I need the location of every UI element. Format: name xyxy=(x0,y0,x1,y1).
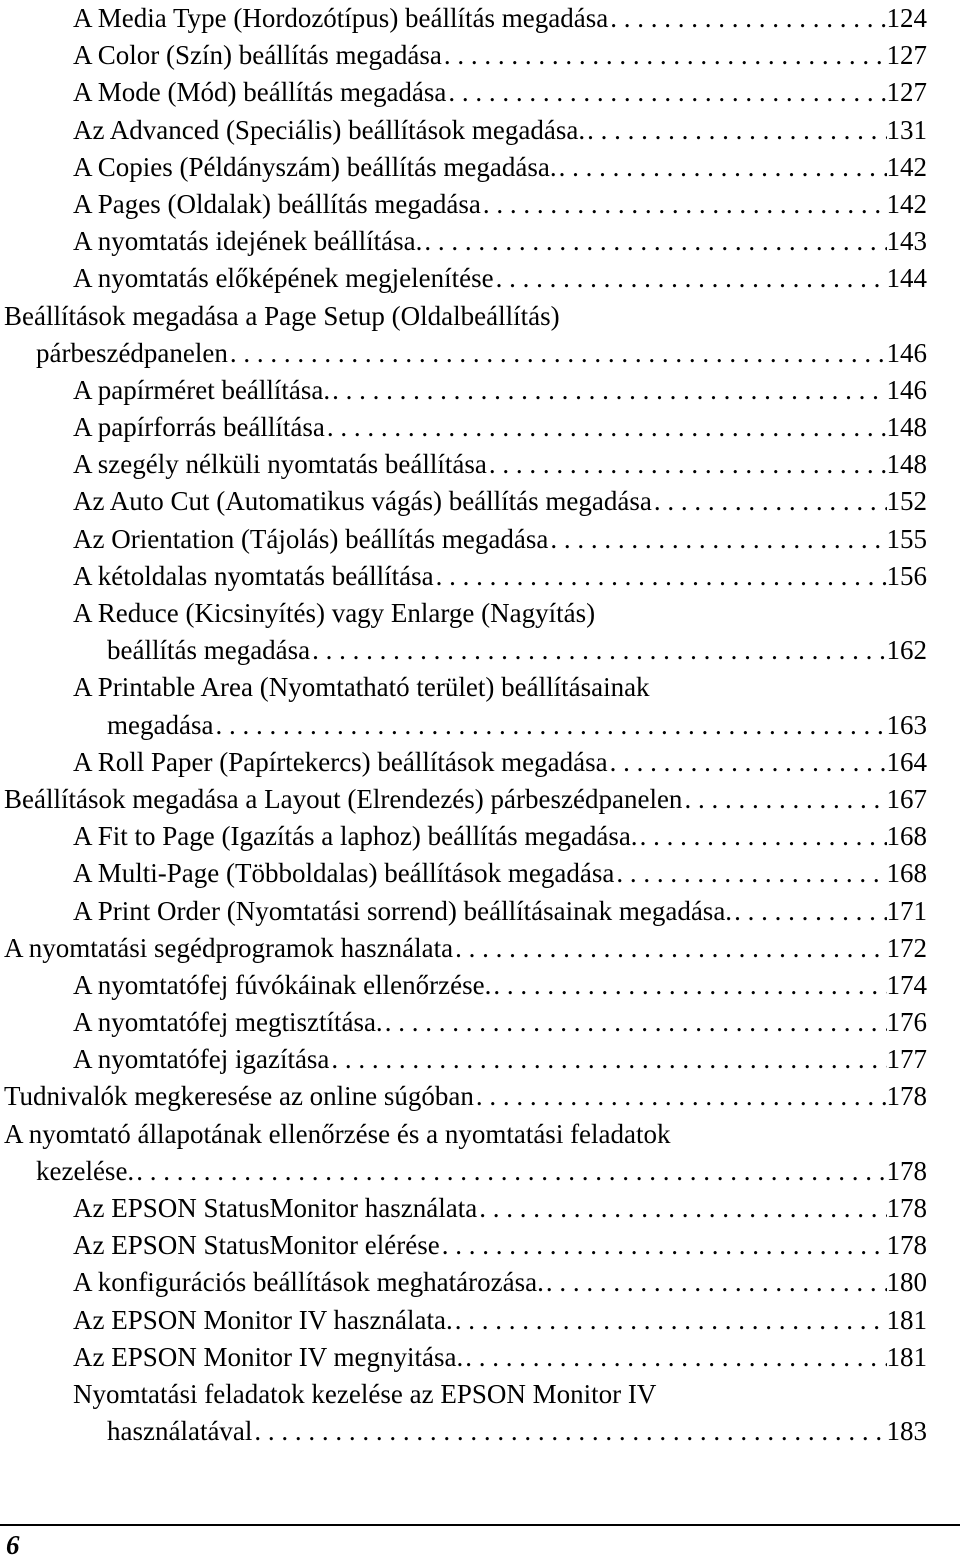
dot-leader xyxy=(252,1413,886,1450)
toc-entry-page: 131 xyxy=(886,114,927,145)
dot-leader xyxy=(481,186,887,223)
toc-entry[interactable] xyxy=(0,1339,960,1376)
toc-entry[interactable] xyxy=(0,1190,960,1227)
dot-leader xyxy=(442,37,887,74)
toc-entry-page: 127 xyxy=(886,40,927,71)
toc-entry-title: A nyomtatófej igazítása xyxy=(73,1044,330,1075)
toc-entry-page: 148 xyxy=(886,449,927,480)
dot-leader xyxy=(474,1078,887,1115)
toc-entry-title: párbeszédpanelen xyxy=(36,337,228,368)
toc-entry-page: 146 xyxy=(886,374,927,405)
toc-entry-page: 143 xyxy=(886,226,927,257)
toc-entry[interactable] xyxy=(0,483,960,520)
toc-entry-title: A Multi-Page (Többoldalas) beállítások megadása xyxy=(73,858,615,889)
toc-entry-title-line1: A Printable Area (Nyomtatható terület) beállításainak xyxy=(73,672,650,703)
toc-entry-title: beállítás megadása xyxy=(107,635,311,666)
toc-entry-title-line1: A Reduce (Kicsinyítés) vagy Enlarge (Nagyítás) xyxy=(73,598,596,629)
dot-leader xyxy=(134,1153,886,1190)
toc-entry-title: Az Orientation (Tájolás) beállítás megadása xyxy=(73,523,549,554)
toc-entry-page: 146 xyxy=(886,337,927,368)
toc-entry-title: Az EPSON StatusMonitor elérése xyxy=(73,1230,440,1261)
toc-entry-title: A Fit to Page (Igazítás a laphoz) beállítás megadása. xyxy=(73,821,638,852)
dot-leader xyxy=(440,1227,887,1264)
toc-entry-title: A Print Order (Nyomtatási sorrend) beállításainak megadása. xyxy=(73,895,733,926)
toc-entry-page: 164 xyxy=(886,746,927,777)
dot-leader xyxy=(608,744,887,781)
toc-entry-page: 181 xyxy=(886,1304,927,1335)
dot-leader xyxy=(463,1339,886,1376)
toc-entry[interactable] xyxy=(0,818,960,855)
toc-entry-title: A nyomtatófej megtisztítása. xyxy=(73,1007,383,1038)
toc-entry[interactable] xyxy=(0,595,960,669)
toc-entry[interactable] xyxy=(0,1041,960,1078)
toc-entry-title: kezelése. xyxy=(36,1155,135,1186)
toc-entry-title-line1: Beállítások megadása a Page Setup (Oldalbeállítás) xyxy=(4,300,560,331)
footer-divider xyxy=(0,1524,960,1526)
toc-entry-title: Az EPSON StatusMonitor használata xyxy=(73,1193,478,1224)
toc-entry-page: 163 xyxy=(886,709,927,740)
toc-entry-title-line1: Nyomtatási feladatok kezelése az EPSON Monitor IV xyxy=(73,1379,657,1409)
toc-entry-page: 156 xyxy=(886,560,927,591)
dot-leader xyxy=(325,409,887,446)
dot-leader xyxy=(487,446,887,483)
toc-entry-page: 178 xyxy=(886,1081,927,1112)
toc-entry[interactable] xyxy=(0,260,960,297)
dot-leader xyxy=(732,893,886,930)
toc-entry-page: 148 xyxy=(886,412,927,443)
toc-entry-page: 178 xyxy=(886,1155,927,1186)
dot-leader xyxy=(614,855,886,892)
dot-leader xyxy=(557,149,887,186)
toc-entry-page: 142 xyxy=(886,188,927,219)
toc-entry-title: Az EPSON Monitor IV megnyitása. xyxy=(73,1341,464,1372)
toc-entry-title: A Copies (Példányszám) beállítás megadása. xyxy=(73,151,557,182)
toc-entry-page: 183 xyxy=(886,1416,927,1447)
toc-entry-page: 144 xyxy=(886,263,927,294)
dot-leader xyxy=(228,335,887,372)
toc-entry[interactable] xyxy=(0,298,960,372)
toc-entry-title: használatával xyxy=(107,1416,253,1447)
toc-entry-title: megadása xyxy=(107,709,214,740)
toc-entry-title: A Media Type (Hordozótípus) beállítás megadása xyxy=(73,2,609,33)
toc-entry[interactable] xyxy=(0,1227,960,1264)
toc-entry-page: 127 xyxy=(886,77,927,108)
toc-entry[interactable] xyxy=(0,521,960,558)
dot-leader xyxy=(652,483,887,520)
dot-leader xyxy=(310,632,886,669)
toc-entry-title: Beállítások megadása a Layout (Elrendezés) párbeszédpanelen xyxy=(4,783,683,814)
toc-entry-page: 168 xyxy=(886,858,927,889)
toc-entry-page: 167 xyxy=(886,783,927,814)
toc-entry[interactable] xyxy=(0,223,960,260)
dot-leader xyxy=(453,1302,887,1339)
toc-entry-page: 174 xyxy=(886,969,927,1000)
toc-entry[interactable] xyxy=(0,186,960,223)
toc-entry[interactable] xyxy=(0,0,960,37)
dot-leader xyxy=(330,372,886,409)
dot-leader xyxy=(422,223,886,260)
toc-entry[interactable] xyxy=(0,1078,960,1115)
toc-entry-title: A nyomtatási segédprogramok használata xyxy=(4,932,454,963)
toc-entry[interactable] xyxy=(0,855,960,892)
toc-entry-title: A szegély nélküli nyomtatás beállítása xyxy=(73,449,487,480)
toc-entry-page: 124 xyxy=(886,2,927,33)
toc-entry-page: 178 xyxy=(886,1230,927,1261)
toc-entry-title: A Pages (Oldalak) beállítás megadása xyxy=(73,188,481,219)
toc-entry-title: Az EPSON Monitor IV használata. xyxy=(73,1304,453,1335)
toc-entry-title: Tudnivalók megkeresése az online súgóban xyxy=(4,1081,474,1112)
dot-leader xyxy=(548,521,886,558)
toc-entry-page: 176 xyxy=(886,1007,927,1038)
toc-entry-title: Az Auto Cut (Automatikus vágás) beállítás megadása xyxy=(73,486,652,517)
toc-entry-page: 177 xyxy=(886,1044,927,1075)
dot-leader xyxy=(329,1041,886,1078)
toc-entry[interactable] xyxy=(0,74,960,111)
toc-entry[interactable] xyxy=(0,1116,960,1190)
toc-entry-title: A nyomtatás előképének megjelenítése xyxy=(73,263,494,294)
toc-entry[interactable] xyxy=(0,669,960,743)
toc-entry-page: 162 xyxy=(886,635,927,666)
dot-leader xyxy=(446,74,886,111)
toc-entry-title: Az Advanced (Speciális) beállítások megadása. xyxy=(73,114,586,145)
toc-entry-page: 180 xyxy=(886,1267,927,1298)
toc-entry-title: A konfigurációs beállítások meghatározása. xyxy=(73,1267,544,1298)
dot-leader xyxy=(494,260,887,297)
toc-entry[interactable] xyxy=(0,781,960,818)
toc-entry-title: A nyomtatás idejének beállítása. xyxy=(73,226,423,257)
dot-leader xyxy=(682,781,886,818)
toc-entry[interactable] xyxy=(0,37,960,74)
toc-entry-page: 142 xyxy=(886,151,927,182)
toc-entry-page: 152 xyxy=(886,486,927,517)
toc-entry-title: A Roll Paper (Papírtekercs) beállítások megadása xyxy=(73,746,608,777)
page-number: 6 xyxy=(6,1530,20,1560)
toc-entry[interactable] xyxy=(0,372,960,409)
toc-entry-page: 181 xyxy=(886,1341,927,1372)
toc-entry-page: 172 xyxy=(886,932,927,963)
toc-entry[interactable] xyxy=(0,558,960,595)
toc-entry-title: A papírméret beállítása. xyxy=(73,374,331,405)
toc-entry-title: A Mode (Mód) beállítás megadása xyxy=(73,77,447,108)
toc-entry-title: A Color (Szín) beállítás megadása xyxy=(73,40,442,71)
toc-entry[interactable] xyxy=(0,930,960,967)
toc-entry[interactable] xyxy=(0,1004,960,1041)
dot-leader xyxy=(434,558,887,595)
toc-entry-title: A kétoldalas nyomtatás beállítása xyxy=(73,560,434,591)
dot-leader xyxy=(491,967,886,1004)
toc-entry[interactable] xyxy=(0,409,960,446)
toc-entry[interactable] xyxy=(0,112,960,149)
dot-leader xyxy=(477,1190,886,1227)
toc-entry[interactable] xyxy=(0,149,960,186)
toc-entry[interactable] xyxy=(0,893,960,930)
toc-entry-page: 168 xyxy=(886,821,927,852)
dot-leader xyxy=(213,707,886,744)
toc-entry-page: 155 xyxy=(886,523,927,554)
toc-entry-page: 178 xyxy=(886,1193,927,1224)
dot-leader xyxy=(638,818,887,855)
toc-entry-title-line1: A nyomtató állapotának ellenőrzése és a nyomtatási feladatok xyxy=(4,1118,671,1149)
dot-leader xyxy=(383,1004,887,1041)
dot-leader xyxy=(585,112,886,149)
dot-leader xyxy=(544,1264,887,1301)
toc-entry[interactable] xyxy=(0,744,960,781)
toc-entry-page: 171 xyxy=(886,895,927,926)
toc-entry-title: A papírforrás beállítása xyxy=(73,412,325,443)
toc-entry-title: A nyomtatófej fúvókáinak ellenőrzése. xyxy=(73,969,492,1000)
dot-leader xyxy=(453,930,886,967)
toc-entry[interactable] xyxy=(0,967,960,1004)
toc-entry[interactable] xyxy=(0,1264,960,1301)
toc-entry[interactable] xyxy=(0,1302,960,1339)
toc-entry[interactable] xyxy=(0,1376,960,1450)
toc-entry[interactable] xyxy=(0,446,960,483)
dot-leader xyxy=(608,0,886,37)
